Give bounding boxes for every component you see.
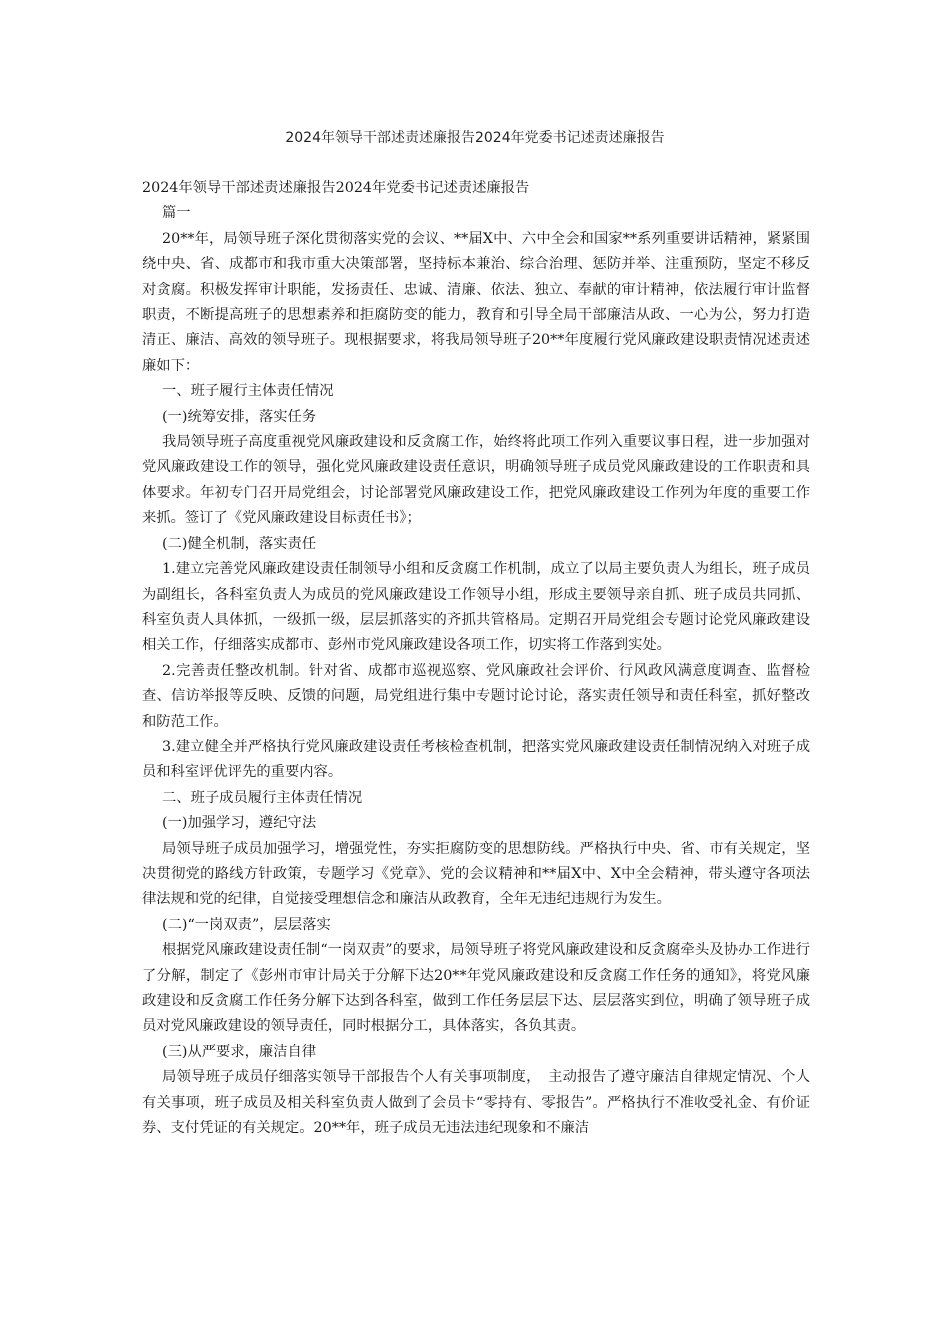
document-body — [142, 176, 810, 1141]
paragraph: 2.完善责任整改机制。针对省、成都市巡视巡察、党风廉政社会评价、行风政风满意度调查、监督检查、信访举报等反映、反馈的问题，局党组进行集中专题讨论讨论，落实责任领导和责任科室，抓好整改和防范工作。 — [142, 662, 810, 730]
subsection-heading: (二)健全机制，落实责任 — [162, 535, 317, 552]
subsection-heading: (一)统筹安排，落实任务 — [162, 408, 317, 425]
subsection-heading: (一)加强学习，遵纪守法 — [162, 815, 317, 832]
paragraph: 1.建立完善党风廉政建设责任制领导小组和反贪腐工作机制，成立了以局主要负责人为组长，班子成员为副组长，各科室负责人为成员的党风廉政建设工作领导小组，形成主要领导亲自抓、班子成员共同抓、科室负责人具体抓，一级抓一级，层层抓落实的齐抓共管格局。定期召开局党组会专题讨论党风廉政建设相关工作，仔细落实成都市、彭州市党风廉政建设各项工作，切实将工作落到实处。 — [142, 561, 810, 654]
subsection-heading: (三)从严要求，廉洁自律 — [162, 1043, 317, 1060]
section-heading: 一、班子履行主体责任情况 — [162, 383, 334, 400]
paragraph: 根据党风廉政建设责任制“一岗双责”的要求，局领导班子将党风廉政建设和反贪腐牵头及协办工作进行了分解，制定了《彭州市审计局关于分解下达20**年党风廉政建设和反贪腐工作任务的通知》，将党风廉政建设和反贪腐工作任务分解下达到各科室，做到工作任务层层下达、层层落实到位，明确了领导班子成员对党风廉政建设的领导责任，同时根据分工，具体落实，各负其责。 — [142, 942, 810, 1035]
document-subtitle: 2024年领导干部述责述廉报告2024年党委书记述责述廉报告 — [142, 180, 530, 196]
document-title: 2024年领导干部述责述廉报告2024年党委书记述责述廉报告 — [285, 130, 665, 146]
subsection-heading: (二)“一岗双责”，层层落实 — [162, 916, 331, 933]
section-label: 篇一 — [162, 205, 191, 222]
paragraph: 局领导班子成员仔细落实领导干部报告个人有关事项制度， 主动报告了遵守廉洁自律规定情况、个人有关事项，班子成员及相关科室负责人做到了会员卡“零持有、零报告”。严格执行不准收受礼金、有价证券、支付凭证的有关规定。20**年，班子成员无违法违纪现象和不廉洁 — [142, 1069, 810, 1137]
paragraph: 我局领导班子高度重视党风廉政建设和反贪腐工作，始终将此项工作列入重要议事日程，进一步加强对党风廉政建设工作的领导，强化党风廉政建设责任意识，明确领导班子成员党风廉政建设的工作职责和具体要求。年初专门召开局党组会，讨论部署党风廉政建设工作，把党风廉政建设工作列为年度的重要工作来抓。签订了《党风廉政建设目标责任书》； — [142, 434, 810, 527]
paragraph: 局领导班子成员加强学习，增强党性，夯实拒腐防变的思想防线。严格执行中央、省、市有关规定，坚决贯彻党的路线方针政策，专题学习《党章》、党的会议精神和**届X中、X中全会精神，带头遵守各项法律法规和党的纪律，自觉接受理想信念和廉洁从政教育，全年无违纪违规行为发生。 — [142, 840, 810, 908]
paragraph: 20**年，局领导班子深化贯彻落实党的会议、**届X中、六中全会和国家**系列重要讲话精神，紧紧围绕中央、省、成都市和我市重大决策部署，坚持标本兼治、综合治理、惩防并举、注重预防，坚定不移反对贪腐。积极发挥审计职能，发扬责任、忠诚、清廉、依法、独立、奉献的审计精神，依法履行审计监督职责，不断提高班子的思想素养和拒腐防变的能力，教育和引导全局干部廉洁从政、一心为公，努力打造清正、廉洁、高效的领导班子。现根据要求，将我局领导班子20**年度履行党风廉政建设职责情况述责述廉如下： — [142, 230, 810, 374]
paragraph: 3.建立健全并严格执行党风廉政建设责任考核检查机制，把落实党风廉政建设责任制情况纳入对班子成员和科室评优评先的重要内容。 — [142, 738, 810, 781]
section-heading: 二、班子成员履行主体责任情况 — [162, 789, 363, 806]
